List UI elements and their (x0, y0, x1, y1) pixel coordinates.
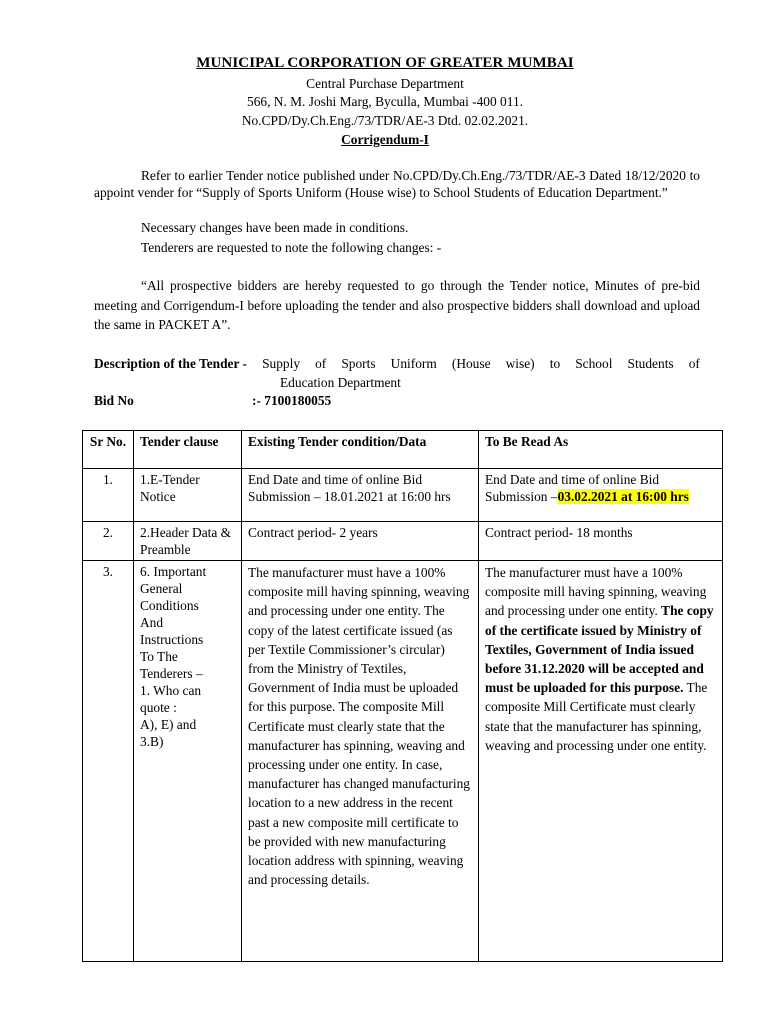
description-word: wise) (505, 356, 535, 371)
changes-table (82, 430, 723, 962)
changes-note: Necessary changes have been made in conditions. (141, 220, 409, 235)
clause-line: And (140, 615, 164, 630)
header-sr-no: Sr No. (83, 431, 134, 469)
description-word: to (549, 356, 561, 371)
clause-line: General (140, 581, 183, 596)
clause-line: 1. Who can (140, 683, 202, 698)
row-read-as: Contract period- 18 months (479, 522, 723, 561)
tenderers-note: Tenderers are requested to note the following changes: - (141, 240, 442, 255)
row-sr: 3. (83, 561, 134, 962)
header-existing-condition: Existing Tender condition/Data (242, 431, 479, 469)
highlighted-date: 03.02.2021 at 16:00 hrs (557, 489, 689, 504)
row-clause: 2.Header Data & Preamble (134, 522, 242, 561)
tender-description-line2: Education Department (280, 375, 401, 390)
table-row (83, 561, 723, 962)
tender-description-line1 (94, 354, 700, 373)
row-existing: The manufacturer must have a 100% composite mill having spinning, weaving and processing under one entity. The copy of the latest certificate issued (as per Textile Commissioner’s circular) from the Ministry of Textiles, Government of India must be uploaded for this purpose. The composite Mill Certificate must clearly state that the manufacturer has spinning, weaving and processing under one entity. In case, manufacturer has changed manufacturing location to a new address in the recent past a new composite mill certificate to be provided with new manufacturing location address with spinning, weaving and processing details. (242, 561, 479, 962)
bid-label: Bid No (94, 393, 134, 408)
row-clause: 1.E-Tender Notice (134, 469, 242, 522)
description-word: Students (627, 356, 674, 371)
department-name: Central Purchase Department (306, 76, 464, 91)
description-word: Sports (341, 356, 376, 371)
row-sr: 2. (83, 522, 134, 561)
read-as-bold-text: The copy of the certificate issued by Ministry of Textiles, Government of India issued before 31.12.2020 will be accepted and must be uploaded for this purpose. (485, 603, 714, 696)
description-word: of (688, 356, 700, 371)
description-word: Supply (262, 356, 301, 371)
clause-line: 3.B) (140, 734, 164, 749)
bid-value: :- 7100180055 (252, 393, 332, 408)
table-row (83, 522, 723, 561)
tender-description (94, 354, 700, 392)
clause-line: 6. Important (140, 564, 207, 579)
clause-line: A), E) and (140, 717, 197, 732)
clause-line: Instructions (140, 632, 204, 647)
corrigendum-heading: Corrigendum-I (341, 132, 429, 147)
row-sr: 1. (83, 469, 134, 522)
clause-line: Tenderers – (140, 666, 203, 681)
row-clause (134, 561, 242, 962)
header-to-be-read-as: To Be Read As (479, 431, 723, 469)
read-as-text: End Date and time of online Bid Submission – (485, 472, 660, 504)
clause-line: Conditions (140, 598, 199, 613)
row-existing: End Date and time of online Bid Submission – 18.01.2021 at 16:00 hrs (242, 469, 479, 522)
address-line: 566, N. M. Joshi Marg, Byculla, Mumbai -400 011. (247, 94, 523, 109)
read-as-text: The composite Mill Certificate must clearly state that the manufacturer has spinning, weaving and processing under one entity. (485, 680, 708, 753)
reference-number: No.CPD/Dy.Ch.Eng./73/TDR/AE-3 Dtd. 02.02.2021. (241, 113, 529, 128)
intro-paragraph: Refer to earlier Tender notice published under No.CPD/Dy.Ch.Eng./73/TDR/AE-3 Dated 18/12/2020 to appoint vender for “Supply of Sports Uniform (House wise) to School Students of Education Department.” (94, 168, 700, 201)
bidders-request-paragraph: “All prospective bidders are hereby requested to go through the Tender notice, Minutes of pre-bid meeting and Corrigendum-I before uploading the tender and also prospective bidders shall download and upload the same in PACKET A”. (94, 278, 700, 332)
tender-description-label: Description of the Tender - (94, 356, 247, 371)
header-tender-clause: Tender clause (134, 431, 242, 469)
description-word: School (575, 356, 613, 371)
row-read-as (479, 561, 723, 962)
read-as-text: The manufacturer must have a 100% composite mill having spinning, weaving and processing under one entity. (485, 565, 707, 619)
row-existing: Contract period- 2 years (242, 522, 479, 561)
clause-line: quote : (140, 700, 177, 715)
clause-line: To The (140, 649, 178, 664)
description-word: (House (451, 356, 491, 371)
table-header-row (83, 431, 723, 469)
table-row (83, 469, 723, 522)
page-title: MUNICIPAL CORPORATION OF GREATER MUMBAI (196, 55, 574, 71)
description-word: Uniform (390, 356, 437, 371)
bid-number (94, 393, 332, 409)
description-word: of (315, 356, 327, 371)
row-read-as (479, 469, 723, 522)
